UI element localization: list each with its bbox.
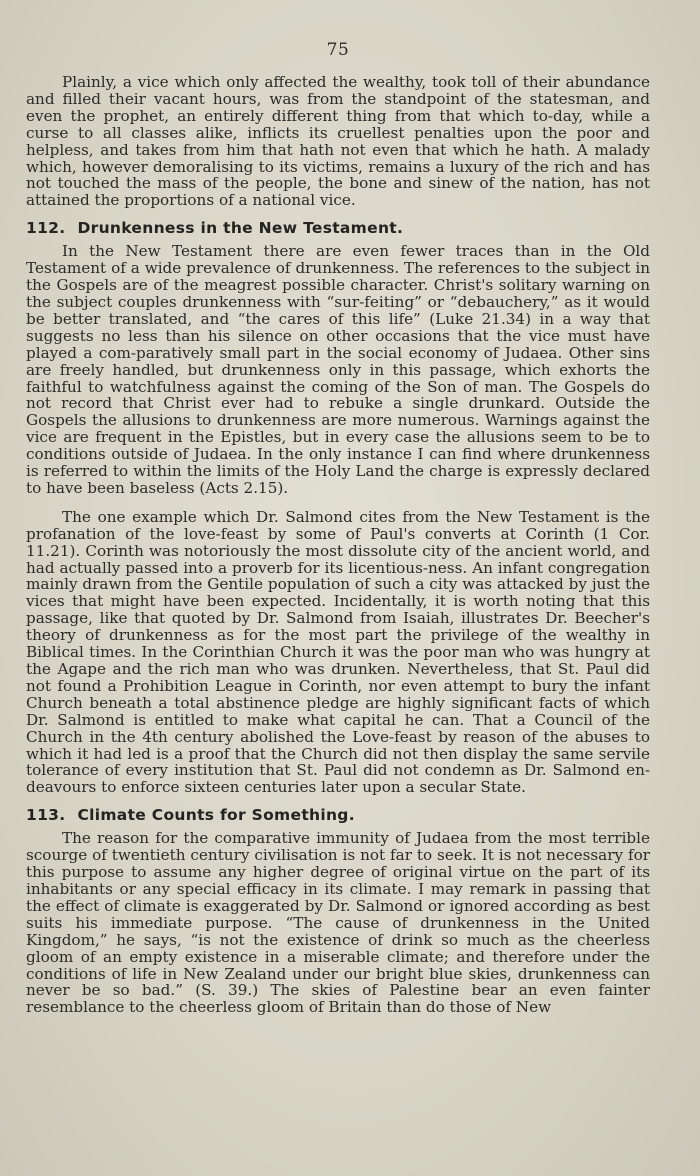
section-heading: [26, 219, 650, 237]
section-number: 112.: [26, 219, 66, 238]
section-title: Climate Counts for Something.: [77, 806, 355, 825]
section-112: [26, 219, 650, 796]
book-page: [26, 36, 650, 1166]
section-number: 113.: [26, 806, 66, 825]
intro-paragraph: Plainly, a vice which only affected the wealthy, took toll of their abundance and filled their vacant hours, was from the standpoint of the statesman, and even the prophet, an entirely different thing from that which to-day, while a curse to all classes alike, inflicts its cruellest penalties upon the poor and helpless, and takes from him that hath not even that which he hath. A malady which, however demoralising to its victims, remains a luxury of the rich and has not touched the mass of the people, the bone and sinew of the nation, has not attained the proportions of a national vice.: [26, 73, 650, 210]
section-113: [26, 806, 650, 1016]
body-paragraph: The reason for the comparative immunity of Judaea from the most terrible scourge of twentieth century civilisation is not far to seek. It is not necessary for this purpose to assume any higher degree of original virtue on the part of its inhabitants or any special efficacy in its climate. I may remark in passing that the effect of climate is exaggerated by Dr. Salmond or ignored according as best suits his immediate purpose. “The cause of drunkenness in the United Kingdom,” he says, “is not the existence of drink so much as the cheerless gloom of an empty existence in a miserable climate; and therefore under the conditions of life in New Zealand under our bright blue skies, drunkenness can never be so bad.” (S. 39.) The skies of Palestine bear an even fainter resemblance to the cheerless gloom of Britain than do those of New: [26, 829, 650, 1017]
body-paragraph: The one example which Dr. Salmond cites from the New Testament is the profanation of the love-feast by some of Paul's converts at Corinth (1 Cor. 11.21). Corinth was notoriously the most dissolute city of the ancient world, and had actually passed into a proverb for its licentious-ness. An infant congregation mainly drawn from the Gentile population of such a city was attacked by just the vices that might have been expected. Incidentally, it is worth noting that this passage, like that quoted by Dr. Salmond from Isaiah, illustrates Dr. Beecher's theory of drunkenness as for the most part the privilege of the wealthy in Biblical times. In the Corinthian Church it was the poor man who was hungry at the Agape and the rich man who was drunken. Nevertheless, that St. Paul did not found a Prohibition League in Corinth, nor even attempt to bury the infant Church beneath a total abstinence pledge are highly significant facts of which Dr. Salmond is entitled to make what capital he can. That a Council of the Church in the 4th century abolished the Love-feast by reason of the abuses to which it had led is a proof that the Church did not then display the same servile tolerance of every institution that St. Paul did not condemn as Dr. Salmond en-deavours to enforce sixteen centuries later upon a secular State.: [26, 507, 650, 797]
section-title: Drunkenness in the New Testament.: [77, 219, 404, 238]
page-number: 75: [326, 40, 350, 60]
body-paragraph: In the New Testament there are even fewer traces than in the Old Testament of a wide prevalence of drunkenness. The references to the subject in the Gospels are of the meagrest possible character. Christ's solitary warning on the subject couples drunkenness with “sur-feiting” or “debauchery,” as it would be better translated, and “the cares of this life” (Luke 21.34) in a way that suggests no less than his silence on other occasions that the vice must have played a com-paratively small part in the social economy of Judaea. Other sins are freely handled, but drunkenness only in this passage, which exhorts the faithful to watchfulness against the coming of the Son of man. The Gospels do not record that Christ ever had to rebuke a single drunkard. Outside the Gospels the allusions to drunkenness are more numerous. Warnings against the vice are frequent in the Epistles, but in every case the allusions seem to be to conditions outside of Judaea. In the only instance I can find where drunkenness is referred to within the limits of the Holy Land the charge is expressly declared to have been baseless (Acts 2.15).: [26, 242, 650, 497]
section-heading: [26, 806, 650, 824]
